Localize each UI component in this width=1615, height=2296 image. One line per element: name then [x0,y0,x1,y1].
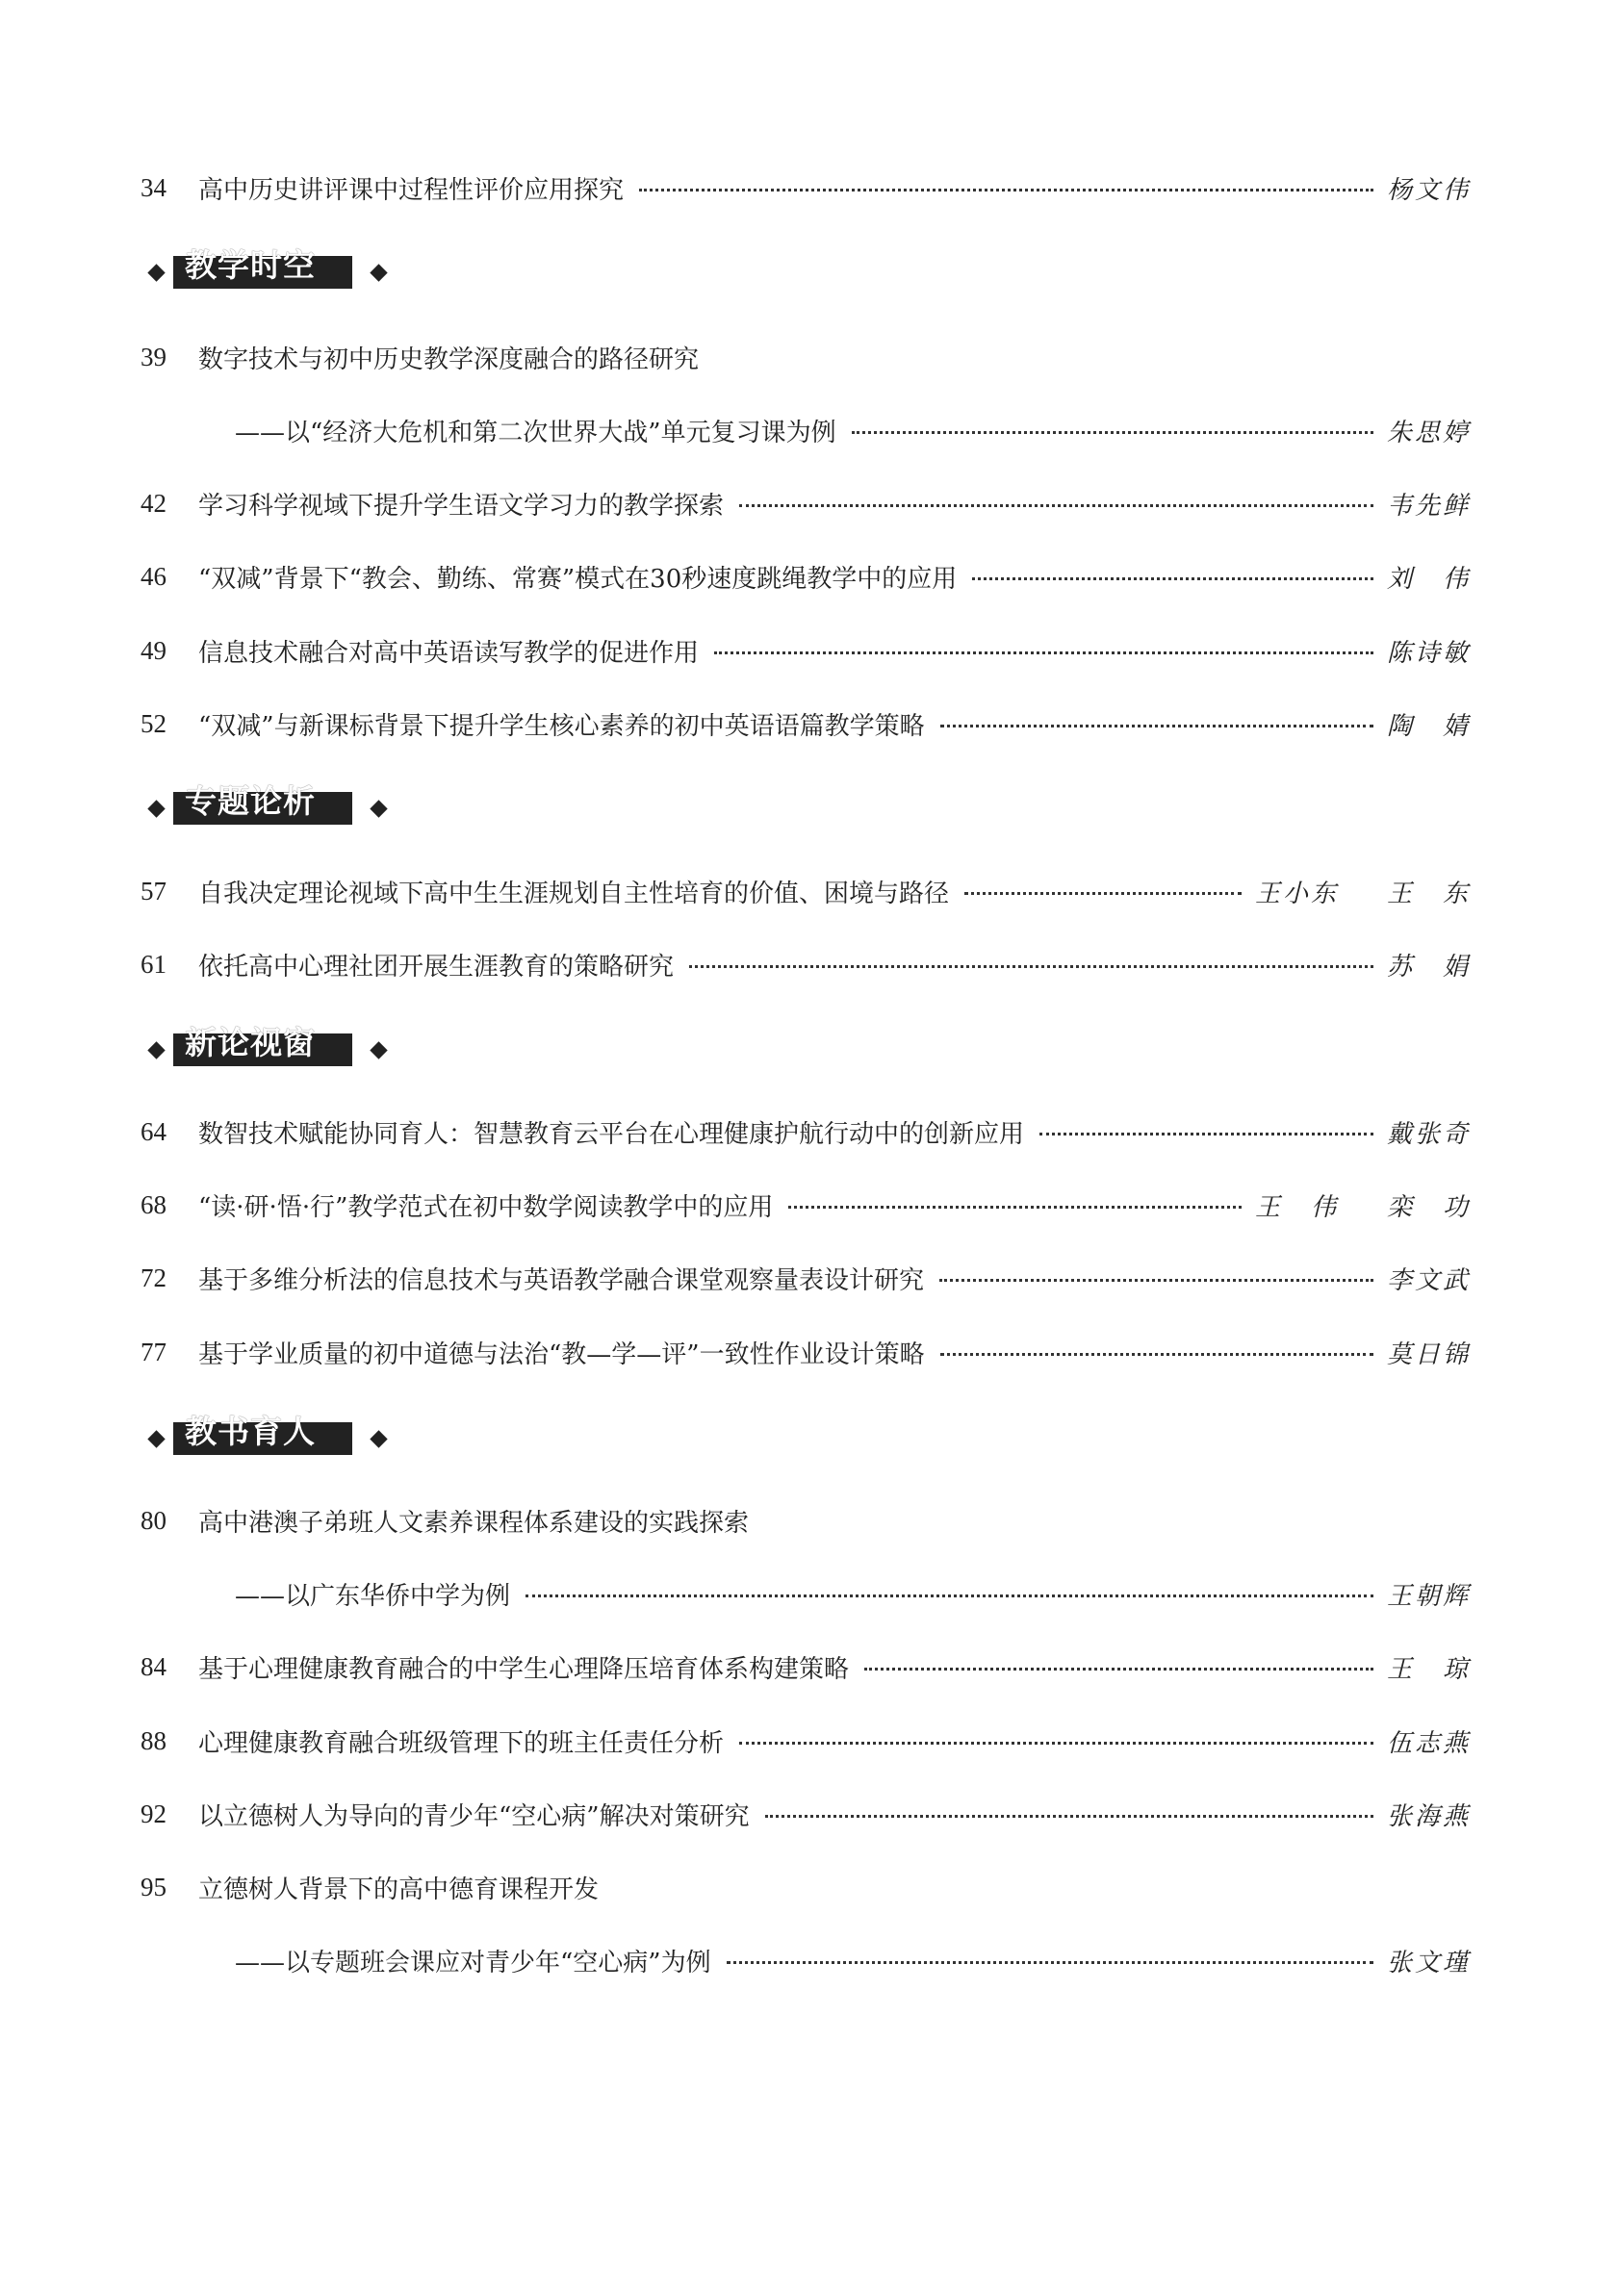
entry-title[interactable]: 基于学业质量的初中道德与法治“教—学—评”一致性作业设计策略 [198,1339,925,1369]
toc-entry[interactable] [141,704,1468,743]
author-list [1387,170,1468,206]
author-list [1387,1261,1468,1296]
author-name: 王东 [1387,879,1468,908]
author-name: 张海燕 [1387,1801,1468,1831]
dot-leader [939,1279,1373,1282]
entry-title[interactable]: 数智技术赋能协同育人：智慧教育云平台在心理健康护航行动中的创新应用 [198,1119,1025,1149]
author-name: 杨文伟 [1387,175,1468,205]
entry-title[interactable]: 基于多维分析法的信息技术与英语教学融合课堂观察量表设计研究 [198,1265,925,1295]
dot-leader [639,189,1373,191]
diamond-icon [370,1430,387,1447]
author-name: 莫日锦 [1387,1339,1468,1369]
toc-entry[interactable] [141,484,1468,523]
entry-title[interactable]: 信息技术融合对高中英语读写教学的促进作用 [198,638,700,668]
entry-title[interactable]: 数字技术与初中历史教学深度融合的路径研究 [198,344,700,374]
author-name: 伍志燕 [1387,1728,1468,1758]
section-heading [144,777,395,825]
dot-leader [940,725,1373,727]
section-heading [144,1407,395,1455]
toc-entry[interactable] [141,1868,1468,1906]
entry-title[interactable]: “双减”与新课标背景下提升学生核心素养的初中英语语篇教学策略 [198,711,925,741]
entry-title[interactable]: 学习科学视域下提升学生语文学习力的教学探索 [198,491,725,521]
diamond-icon [147,1430,165,1447]
section-heading-text: 专题论析 [185,782,316,820]
author-list [1387,706,1468,742]
author-list [1387,1335,1468,1370]
toc-entry[interactable] [141,1333,1468,1371]
author-name: 陶婧 [1387,711,1468,741]
page-number: 64 [141,1116,167,1146]
page-number: 72 [141,1263,167,1292]
dot-leader [765,1815,1373,1818]
page-number: 34 [141,172,167,202]
entry-title[interactable]: “读·研·悟·行”教学范式在初中数学阅读教学中的应用 [198,1192,774,1222]
diamond-icon [370,264,387,281]
author-list [1387,1943,1468,1978]
author-name: 王朝辉 [1387,1581,1468,1611]
author-list [1387,1723,1468,1759]
toc-subtitle-row[interactable] [141,1941,1468,1979]
dot-leader [940,1353,1373,1356]
author-list [1387,486,1468,522]
author-list [1387,1649,1468,1685]
entry-title[interactable]: 以立德树人为导向的青少年“空心病”解决对策研究 [198,1801,750,1831]
entry-title[interactable]: 高中历史讲评课中过程性评价应用探究 [198,175,625,205]
author-name: 陈诗敏 [1387,638,1468,668]
dot-leader [739,504,1373,507]
entry-subtitle[interactable]: ——以“经济大危机和第二次世界大战”单元复习课为例 [235,418,836,447]
author-name: 韦先鲜 [1387,491,1468,521]
dot-leader [864,1668,1373,1671]
page-number: 95 [141,1872,167,1901]
author-name: 王伟 [1255,1192,1336,1222]
page-number: 52 [141,708,167,738]
author-list [1387,413,1468,448]
toc-entry[interactable] [141,631,1468,670]
section-heading [144,241,395,289]
entry-title[interactable]: “双减”背景下“教会、勤练、常赛”模式在30秒速度跳绳教学中的应用 [198,564,958,594]
diamond-icon [147,1041,165,1059]
page-number: 57 [141,876,167,906]
toc-entry[interactable] [141,557,1468,596]
author-name: 朱思婷 [1387,418,1468,447]
author-list [1387,1797,1468,1832]
entry-title[interactable]: 依托高中心理社团开展生涯教育的策略研究 [198,952,675,982]
entry-subtitle[interactable]: ——以广东华侨中学为例 [235,1581,511,1611]
entry-title[interactable]: 高中港澳子弟班人文素养课程体系建设的实践探索 [198,1508,750,1538]
page-number: 92 [141,1799,167,1828]
dot-leader [739,1742,1373,1745]
toc-entry[interactable] [141,338,1468,376]
page-number: 49 [141,635,167,665]
author-list [1255,874,1468,909]
author-name: 王琼 [1387,1654,1468,1684]
author-list [1387,559,1468,595]
dot-leader [852,431,1373,434]
toc-entry[interactable] [141,872,1468,910]
author-name: 刘伟 [1387,564,1468,594]
diamond-icon [370,800,387,817]
dot-leader [526,1594,1373,1597]
toc-entry[interactable] [141,945,1468,983]
author-name: 苏娟 [1387,952,1468,982]
author-name: 张文瑾 [1387,1948,1468,1977]
entry-title[interactable]: 心理健康教育融合班级管理下的班主任责任分析 [198,1728,725,1758]
toc-entry[interactable] [141,1501,1468,1540]
section-heading [144,1018,395,1066]
page-number: 77 [141,1337,167,1366]
section-heading-text: 新论视窗 [185,1024,316,1061]
page-number: 46 [141,561,167,591]
page-number: 84 [141,1651,167,1681]
toc-entry[interactable] [141,1722,1468,1760]
toc-entry[interactable] [141,168,1468,207]
toc-entry[interactable] [141,1259,1468,1297]
author-list [1387,947,1468,982]
entry-title[interactable]: 立德树人背景下的高中德育课程开发 [198,1875,600,1904]
dot-leader [727,1961,1373,1964]
toc-entry[interactable] [141,1795,1468,1833]
diamond-icon [370,1041,387,1059]
dot-leader [972,577,1373,580]
entry-subtitle[interactable]: ——以专题班会课应对青少年“空心病”为例 [235,1948,711,1977]
dot-leader [689,965,1373,968]
author-name: 李文武 [1387,1265,1468,1295]
page-number: 42 [141,488,167,518]
entry-title[interactable]: 自我决定理论视域下高中生生涯规划自主性培育的价值、困境与路径 [198,879,950,908]
dot-leader [788,1206,1242,1209]
author-name: 栾功 [1387,1192,1468,1222]
toc-entry[interactable] [141,1647,1468,1686]
dot-leader [1039,1133,1373,1135]
author-list [1255,1187,1468,1223]
toc-subtitle-row[interactable] [141,411,1468,449]
diamond-icon [147,800,165,817]
toc-entry[interactable] [141,1186,1468,1224]
dot-leader [714,651,1373,654]
page-number: 68 [141,1189,167,1219]
author-list [1387,1576,1468,1612]
entry-title[interactable]: 基于心理健康教育融合的中学生心理降压培育体系构建策略 [198,1654,850,1684]
page-number: 80 [141,1505,167,1535]
toc-entry[interactable] [141,1112,1468,1151]
dot-leader [964,892,1242,895]
author-list [1387,633,1468,669]
section-heading-text: 教学时空 [185,246,316,284]
author-list [1387,1114,1468,1150]
toc-subtitle-row[interactable] [141,1574,1468,1613]
page-number: 88 [141,1725,167,1755]
page-number: 39 [141,342,167,371]
page-number: 61 [141,949,167,979]
diamond-icon [147,264,165,281]
author-name: 王小东 [1255,879,1336,908]
author-name: 戴张奇 [1387,1119,1468,1149]
section-heading-text: 教书育人 [185,1413,316,1450]
